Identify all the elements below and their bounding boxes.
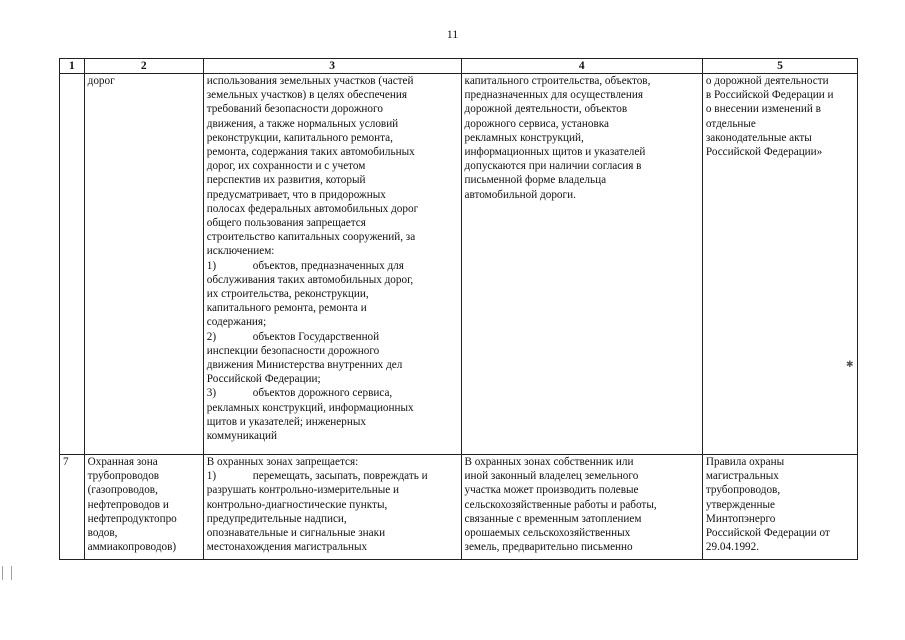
text-line: магистральных bbox=[705, 470, 779, 483]
text-line: реконструкции, капитального ремонта, bbox=[206, 131, 393, 144]
table-header-row bbox=[60, 59, 858, 74]
row7-cell-restrictions bbox=[203, 455, 461, 560]
text-line: трубопроводов, bbox=[705, 484, 781, 497]
scan-artifact-mark: ✱ bbox=[846, 359, 854, 369]
text-line: обслуживания таких автомобильных дорог, bbox=[206, 273, 414, 286]
text-line: участка может производить полевые bbox=[464, 484, 639, 497]
text-line: местонахождения магистральных bbox=[206, 541, 368, 554]
text-line: движения, а также нормальных условий bbox=[206, 117, 399, 130]
text-line: письменной форме владельца bbox=[464, 174, 607, 187]
list-item-text: объектов дорожного сервиса, bbox=[252, 387, 393, 400]
cont-cell-zone bbox=[84, 74, 203, 455]
text-line: о внесении изменений в bbox=[705, 103, 821, 116]
text-line: о дорожной деятельности bbox=[705, 75, 829, 87]
text-line: в Российской Федерации и bbox=[705, 89, 834, 102]
cont-cell-legal-basis bbox=[702, 74, 857, 455]
text-line: Охранная зона bbox=[87, 456, 158, 468]
text-line: использования земельных участков (частей bbox=[206, 75, 414, 87]
text-line: инспекции безопасности дорожного bbox=[206, 344, 380, 357]
text-line: орошаемых сельскохозяйственных bbox=[464, 527, 631, 540]
document-table bbox=[59, 58, 858, 560]
list-item-text: объектов, предназначенных для bbox=[252, 259, 404, 272]
text-line: Российской Федерации» bbox=[705, 146, 823, 159]
text-line: Российской Федерации; bbox=[206, 373, 321, 386]
table-row-7 bbox=[60, 455, 858, 560]
header-cell-4: 4 bbox=[461, 59, 702, 74]
text-line: коммуникаций bbox=[206, 430, 277, 443]
list-item-text: объектов Государственной bbox=[252, 330, 380, 343]
text-line: В охранных зонах собственник или bbox=[464, 456, 634, 468]
text-line: опознавательные и сигнальные знаки bbox=[206, 527, 386, 540]
text-line: исключением: bbox=[206, 245, 275, 258]
text-line: связанные с временным затоплением bbox=[464, 512, 642, 525]
text-line: содержания; bbox=[206, 316, 267, 329]
text-line: рекламных конструкций, bbox=[464, 131, 584, 144]
text-line: их строительства, реконструкции, bbox=[206, 288, 369, 301]
text-line: (газопроводов, bbox=[87, 484, 158, 497]
text-line: 29.04.1992. bbox=[705, 541, 760, 554]
text-line: иной законный владелец земельного bbox=[464, 470, 639, 483]
text-line: нефтепроводов и bbox=[87, 498, 169, 511]
text-line: информационных щитов и указателей bbox=[464, 146, 646, 159]
text-line: дорог bbox=[87, 75, 115, 87]
table-row-continued bbox=[60, 74, 858, 455]
text-line: перспектив их развития, который bbox=[206, 174, 366, 187]
text-line: утвержденные bbox=[705, 498, 775, 511]
text-line: дорожной деятельности, объектов bbox=[464, 103, 628, 116]
text-line: предусматривает, что в придорожных bbox=[206, 188, 386, 201]
text-line: земельных участков) в целях обеспечения bbox=[206, 89, 407, 102]
list-marker: 3) bbox=[206, 387, 217, 400]
list-item bbox=[207, 386, 458, 400]
text-line: аммиакопроводов) bbox=[87, 541, 177, 554]
text-line: требований безопасности дорожного bbox=[206, 103, 383, 116]
text-line: дорожного сервиса, установка bbox=[464, 117, 609, 130]
text-line: полосах федеральных автомобильных дорог bbox=[206, 202, 419, 215]
text-line: Минтопэнерго bbox=[705, 512, 776, 525]
list-marker: 2) bbox=[206, 330, 217, 343]
text-line: щитов и указателей; инженерных bbox=[206, 415, 366, 428]
text-line: законодательные акты bbox=[705, 131, 812, 144]
text-line: водов, bbox=[87, 527, 118, 540]
list-item bbox=[207, 330, 458, 344]
text-line: автомобильной дороги. bbox=[464, 188, 576, 201]
text-line: предназначенных для осуществления bbox=[464, 89, 644, 102]
text-line: ремонта, содержания таких автомобильных bbox=[206, 146, 415, 159]
text-line: Российской Федерации от bbox=[705, 527, 830, 540]
text-line: нефтепродуктопро bbox=[87, 512, 177, 525]
text-line: сельскохозяйственные работы и работы, bbox=[464, 498, 657, 511]
text-line: контрольно-диагностические пункты, bbox=[206, 498, 388, 511]
text-line: дорог, их сохранности и с учетом bbox=[206, 160, 366, 173]
row7-cell-number: 7 bbox=[60, 455, 85, 560]
header-cell-2: 2 bbox=[84, 59, 203, 74]
text-line: предупредительные надписи, bbox=[206, 512, 347, 525]
text-line: отдельные bbox=[705, 117, 756, 130]
row7-cell-zone bbox=[84, 455, 203, 560]
cont-cell-number bbox=[60, 74, 85, 455]
text-line: разрушать контрольно-измерительные и bbox=[206, 484, 400, 497]
header-cell-1: 1 bbox=[60, 59, 85, 74]
text-line: допускаются при наличии согласия в bbox=[464, 160, 642, 173]
list-marker: 1) bbox=[206, 470, 217, 483]
page-number: 11 bbox=[446, 27, 459, 41]
row7-cell-legal-basis bbox=[702, 455, 857, 560]
header-cell-3: 3 bbox=[203, 59, 461, 74]
text-line: земель, предварительно письменно bbox=[464, 541, 633, 554]
text-line: рекламных конструкций, информационных bbox=[206, 401, 414, 414]
cont-cell-restrictions bbox=[203, 74, 461, 455]
row7-cell-permissions bbox=[461, 455, 702, 560]
text-line: Правила охраны bbox=[705, 456, 785, 468]
list-item bbox=[207, 469, 458, 483]
list-item-text: перемещать, засыпать, повреждать и bbox=[252, 470, 428, 483]
cont-cell-permissions bbox=[461, 74, 702, 455]
text-line: капитального ремонта, ремонта и bbox=[206, 302, 367, 315]
text-line: движения Министерства внутренних дел bbox=[206, 359, 403, 372]
text-line: общего пользования запрещается bbox=[206, 217, 366, 230]
header-cell-5: 5 bbox=[702, 59, 857, 74]
list-marker: 1) bbox=[206, 259, 217, 272]
text-line: капитального строительства, объектов, bbox=[464, 75, 651, 87]
text-line: В охранных зонах запрещается: bbox=[206, 456, 359, 468]
scan-edge-mark bbox=[2, 566, 12, 580]
text-line: трубопроводов bbox=[87, 470, 160, 483]
text-line: строительство капитальных сооружений, за bbox=[206, 231, 416, 244]
list-item bbox=[207, 259, 458, 273]
